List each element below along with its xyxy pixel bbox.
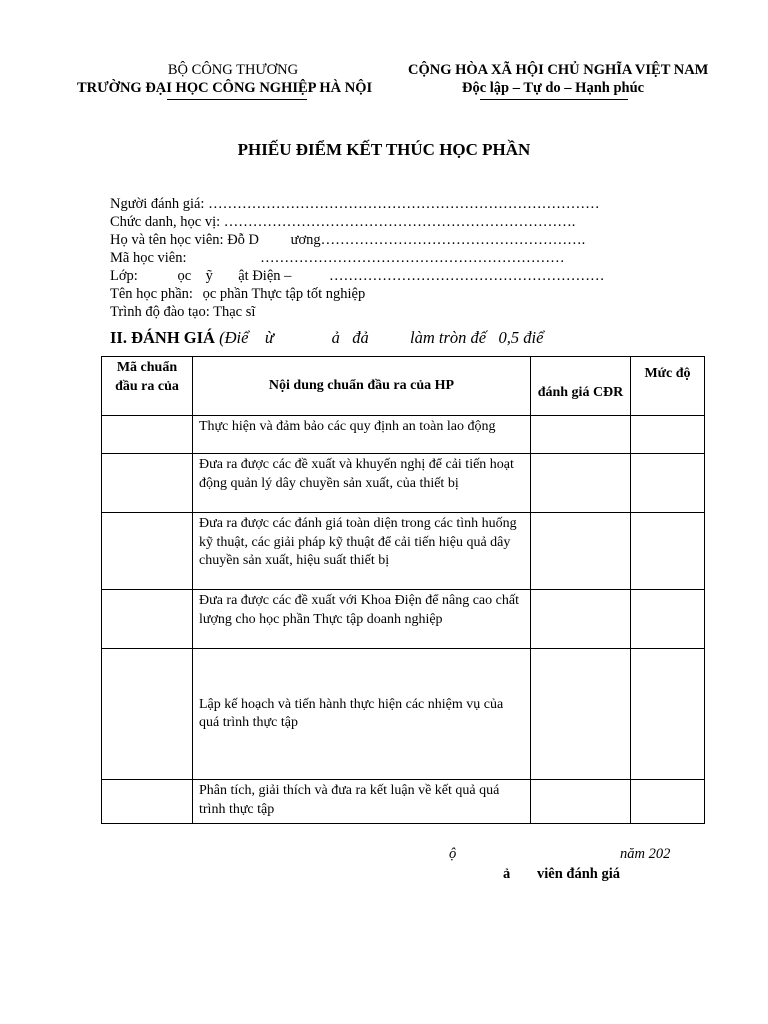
info-class	[110, 268, 605, 286]
evaluation-table	[101, 356, 705, 824]
cell-level[interactable]	[631, 590, 705, 649]
info-student-id	[110, 250, 565, 268]
header-level: Mức độ	[631, 357, 705, 416]
position-dots: ……………………………………………………………….	[223, 214, 576, 230]
cell-eval[interactable]	[531, 780, 631, 824]
cell-code[interactable]	[102, 649, 193, 780]
student-value: Đỗ D	[227, 232, 260, 248]
student-id-dots: ………………………………………………………	[260, 250, 565, 266]
header-code: Mã chuẩn đầu ra của	[102, 357, 193, 416]
table-header-row	[102, 357, 705, 416]
cell-code[interactable]	[102, 590, 193, 649]
header-eval: đánh giá CĐR	[531, 357, 631, 416]
header-content: Nội dung chuẩn đầu ra của HP	[193, 357, 531, 416]
cell-code[interactable]	[102, 416, 193, 454]
cell-content: Đưa ra được các đánh giá toàn diện trong các tình huống kỹ thuật, các giải pháp kỹ thuật để cải tiến hiệu quả dây chuyền sản xuất, hiệu suất thiết bị	[193, 513, 531, 590]
table-row	[102, 590, 705, 649]
cell-eval[interactable]	[531, 454, 631, 513]
signer-prefix: ả	[503, 866, 511, 882]
cell-eval[interactable]	[531, 649, 631, 780]
evaluator-dots: ………………………………………………………………………	[208, 196, 600, 212]
position-label: Chức danh, học vị:	[110, 214, 221, 230]
signer-title: viên đánh giá	[537, 866, 620, 882]
cell-content: Đưa ra được các đề xuất và khuyến nghị để cải tiến hoạt động quản lý dây chuyền sản xuất, của thiết bị	[193, 454, 531, 513]
evaluator-label: Người đánh giá:	[110, 196, 205, 212]
table-row	[102, 454, 705, 513]
info-position	[110, 214, 575, 232]
section-note: (Điể ừ ả đả làm tròn đế 0,5 điể	[219, 328, 544, 347]
cell-code[interactable]	[102, 780, 193, 824]
table-row	[102, 416, 705, 454]
cell-level[interactable]	[631, 780, 705, 824]
table-row	[102, 649, 705, 780]
class-dots: …………………………………………………	[329, 268, 605, 284]
university-name: TRƯỜNG ĐẠI HỌC CÔNG NGHIỆP HÀ NỘI	[77, 80, 373, 96]
cell-eval[interactable]	[531, 590, 631, 649]
cell-level[interactable]	[631, 513, 705, 590]
table-row	[102, 780, 705, 824]
cell-code[interactable]	[102, 454, 193, 513]
ministry-name: BỘ CÔNG THƯƠNG	[167, 62, 299, 78]
course-value: ọc phần Thực tập tốt nghiệp	[202, 286, 366, 302]
section-heading	[110, 328, 543, 348]
info-evaluator	[110, 196, 600, 214]
date-prefix: ộ	[449, 846, 457, 862]
cell-content: Lập kế hoạch và tiến hành thực hiện các nhiệm vụ của quá trình thực tập	[193, 649, 531, 780]
cell-level[interactable]	[631, 454, 705, 513]
motto-underline	[480, 99, 628, 100]
student-value-2: ương……………………………………………….	[290, 232, 586, 248]
course-label: Tên học phần:	[110, 286, 193, 302]
section-label: II. ĐÁNH GIÁ	[110, 328, 215, 347]
table-row	[102, 513, 705, 590]
cell-code[interactable]	[102, 513, 193, 590]
date-year: năm 202	[620, 846, 671, 862]
motto: Độc lập – Tự do – Hạnh phúc	[462, 80, 645, 96]
page-title: PHIẾU ĐIỂM KẾT THÚC HỌC PHẦN	[237, 140, 531, 159]
level-value: Thạc sĩ	[213, 304, 256, 320]
student-label: Họ và tên học viên:	[110, 232, 224, 248]
cell-content: Thực hiện và đảm bảo các quy định an toàn lao động	[193, 416, 531, 454]
info-student	[110, 232, 585, 250]
class-value: ọc ỹ ật Điện –	[177, 268, 292, 284]
country-name: CỘNG HÒA XÃ HỘI CHỦ NGHĨA VIỆT NAM	[408, 62, 709, 78]
cell-level[interactable]	[631, 416, 705, 454]
level-label: Trình độ đào tạo:	[110, 304, 210, 320]
class-label: Lớp:	[110, 268, 138, 284]
cell-eval[interactable]	[531, 416, 631, 454]
cell-eval[interactable]	[531, 513, 631, 590]
cell-level[interactable]	[631, 649, 705, 780]
info-level	[110, 304, 255, 322]
info-course	[110, 286, 365, 304]
student-id-label: Mã học viên:	[110, 250, 187, 266]
cell-content: Phân tích, giải thích và đưa ra kết luận về kết quả quá trình thực tập	[193, 780, 531, 824]
cell-content: Đưa ra được các đề xuất với Khoa Điện để nâng cao chất lượng cho học phần Thực tập doanh nghiệp	[193, 590, 531, 649]
university-underline	[167, 99, 307, 100]
